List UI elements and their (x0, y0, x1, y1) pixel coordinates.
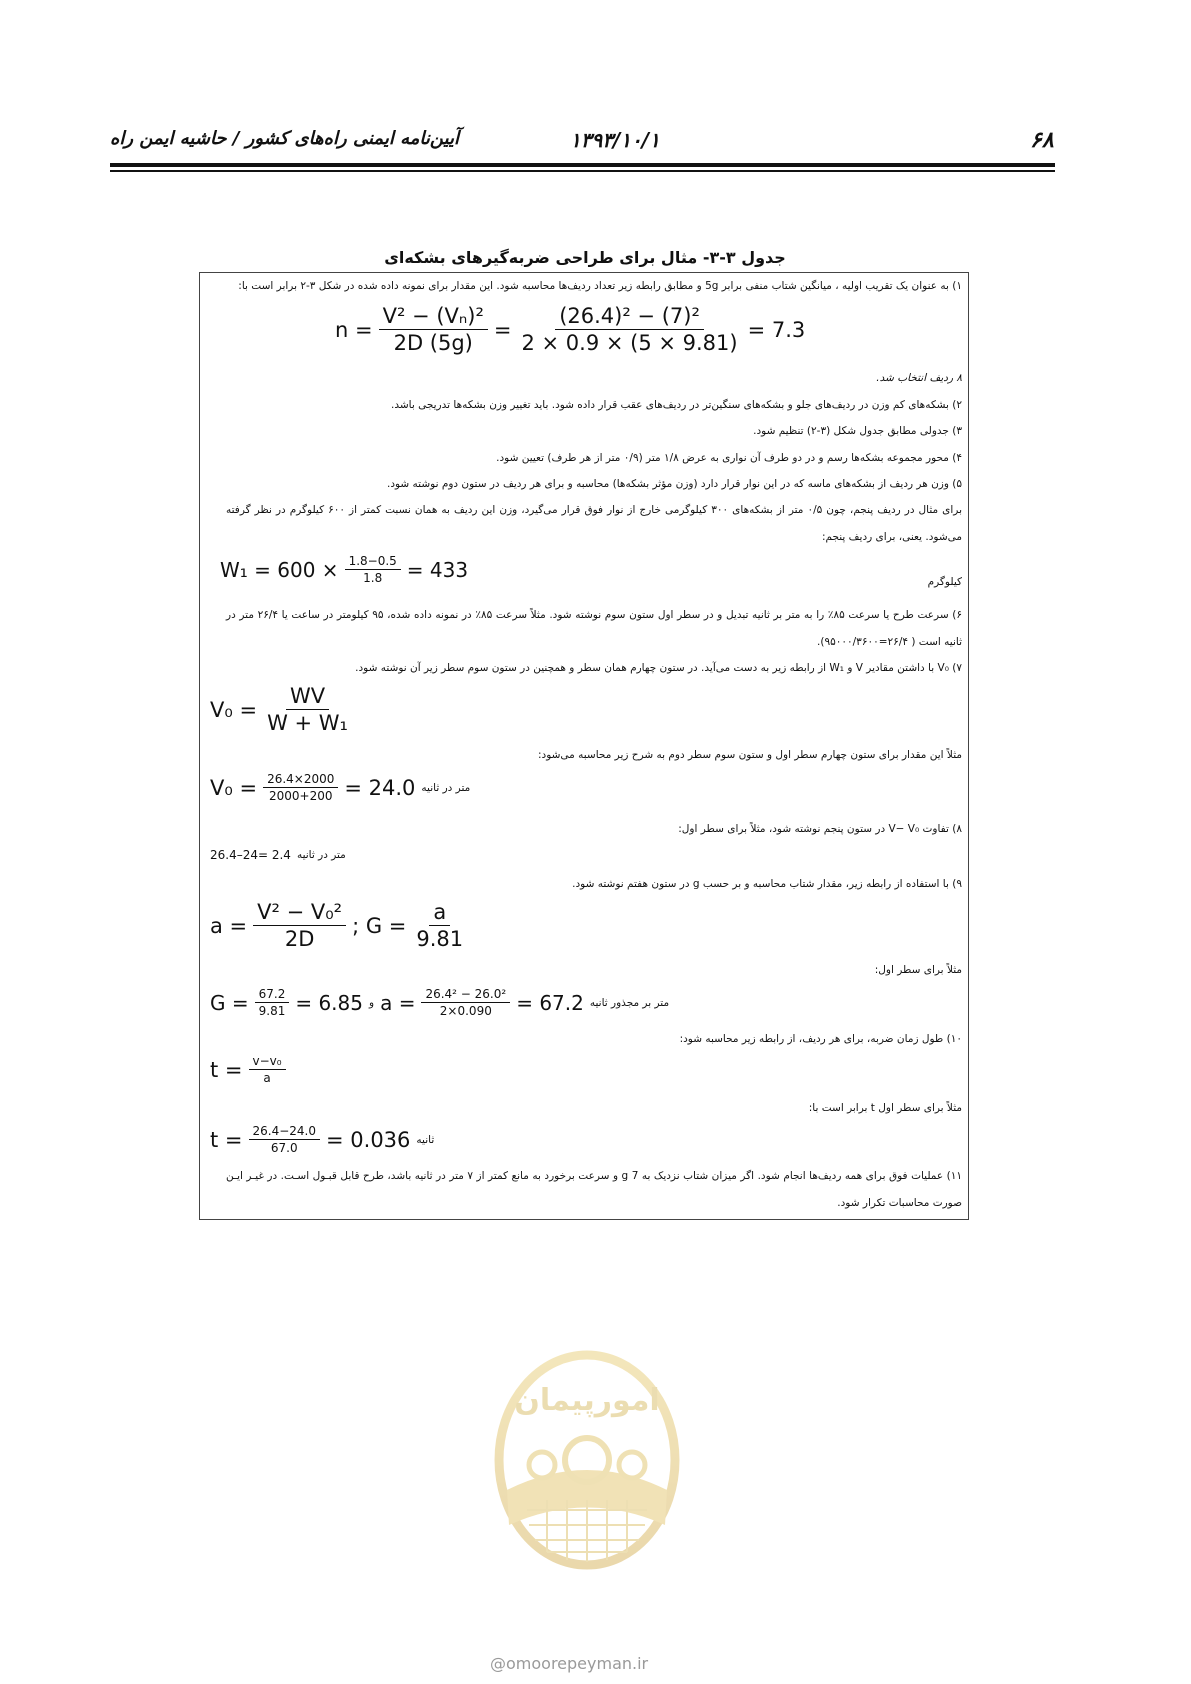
eq1-numerator-1: V² − (Vₙ)² (379, 304, 488, 330)
eq4-result: = 24.0 (344, 775, 416, 800)
eq5-fraction-2 (412, 900, 467, 951)
eq1-lhs: n = (335, 317, 373, 342)
eq3-lhs: V₀ = (210, 697, 258, 722)
step-3-text: ۳) جدولی مطابق جدول شکل (۳-۲) تنظیم شود. (753, 425, 962, 437)
step-6-line-2: ثانیه است ( ۲۶/۴=۹۵۰۰۰/۳۶۰۰). (817, 636, 962, 648)
eq5-denominator-2: 9.81 (416, 927, 464, 951)
eq8-fraction (249, 1124, 321, 1155)
eq6-numerator-2: 26.4² − 26.0² (421, 987, 510, 1003)
header-rule-thin (110, 170, 1055, 172)
watermark-logo (487, 1340, 687, 1570)
page-number: ۶۸ (1030, 128, 1054, 153)
eq6-fraction-2 (421, 987, 510, 1018)
example-5-line-1: برای مثال در ردیف پنجم، چون ۰/۵ متر از بشکه‌های ۳۰۰ کیلوگرمی خارج از نوار فوق قرار می‌گیرد، وزن این ردیف به همان نسبت کمتر از ۶۰۰ کیلوگرم در نظر گرفته (226, 504, 962, 516)
eq1-denominator-1: 2D (5g) (393, 331, 473, 355)
eq6-denominator-2: 2×0.090 (439, 1004, 492, 1018)
step-6-line-1: ۶) سرعت طرح یا سرعت ۸۵٪ را به متر بر ثانیه تبدیل و در سطر اول ستون سوم نوشته شود. مثلاً سرعت ۸۵٪ در نمونه داده شده، ۹۵ کیلومتر در ساعت یا ۲۶/۴ متر در (226, 609, 962, 621)
eq7-denominator: a (263, 1071, 271, 1085)
eq1-numerator-2: (26.4)² − (7)² (555, 304, 704, 330)
watermark-logo-text: امورپیمان (514, 1383, 660, 1418)
eq8-result: = 0.036 (326, 1127, 411, 1152)
eq7-lhs: t = (210, 1057, 243, 1082)
eq1-result: = 7.3 (747, 317, 806, 342)
eq5-separator: ; G = (352, 913, 407, 938)
eq5-numerator-2: a (429, 900, 450, 926)
header-title: آیین‌نامه ایمنی راه‌های کشور / حاشیه ایمن راه (110, 128, 460, 149)
eq4-unit: متر در ثانیه (421, 781, 471, 794)
difference-unit: متر در ثانیه (296, 849, 346, 861)
eq6-unit: متر بر مجذور ثانیه (589, 996, 670, 1009)
difference-expression: 26.4–24= 2.4 (210, 848, 291, 862)
eq8-lhs: t = (210, 1127, 243, 1152)
eq7-numerator: v−v₀ (249, 1054, 286, 1070)
watermark-url: @omoorepeyman.ir (490, 1654, 649, 1673)
step-2-text: ۲) بشکه‌های کم وزن در ردیف‌های جلو و بشکه‌های سنگین‌تر در ردیف‌های عقب قرار داده شود. باید تغییر وزن بشکه‌ها تدریجی باشد. (391, 399, 962, 411)
watermark-gear-right (619, 1452, 645, 1478)
eq3-fraction (263, 684, 352, 735)
eq2-fraction (345, 554, 401, 585)
equation-w1 (220, 554, 468, 585)
example-table-box (199, 272, 969, 1220)
equation-acceleration (210, 900, 473, 951)
eq6-numerator-1: 67.2 (255, 987, 290, 1003)
eq8-unit: ثانیه (416, 1133, 435, 1146)
example-7-text: مثلاً این مقدار برای ستون چهارم سطر اول و ستون سوم سطر دوم به شرح زیر محاسبه می‌شود: (537, 749, 962, 761)
eq5-lhs: a = (210, 913, 248, 938)
eq2-unit: کیلوگرم (927, 576, 962, 588)
equation-v0-example (210, 772, 476, 803)
eq8-denominator: 67.0 (270, 1141, 298, 1155)
eq6-and: و (369, 996, 375, 1009)
watermark-gear-left (529, 1452, 555, 1478)
eq1-denominator-2: 2 × 0.9 × (5 × 9.81) (521, 331, 738, 355)
eq4-numerator: 26.4×2000 (263, 772, 338, 788)
step-1-text: ۱) به عنوان یک تقریب اولیه ، میانگین شتاب منفی برابر 5g و مطابق رابطه زیر تعداد ردیف‌ها محاسبه شود. این مقدار برای نمونه داده شده در شکل ۳-۲ برابر است با: (238, 280, 962, 292)
eq4-denominator: 2000+200 (268, 789, 333, 803)
example-10-text: مثلاً برای سطر اول t برابر است با: (808, 1102, 962, 1114)
rows-selected-text: ۸ ردیف انتخاب شد. (876, 372, 962, 384)
eq6-lhs-2: a = (380, 990, 416, 1015)
eq1-fraction-2 (517, 304, 741, 355)
step-11-line-1: ۱۱) عملیات فوق برای همه ردیف‌ها انجام شود. اگر میزان شتاب نزدیک به 7 g و سرعت برخورد به مانع کمتر از ۷ متر در ثانیه باشد، طرح قابل قبـول اسـت. در غیـر ایـن (226, 1170, 963, 1182)
eq5-denominator-1: 2D (284, 927, 315, 951)
eq4-fraction (263, 772, 338, 803)
step-8-text: ۸) تفاوت V− V₀ در ستون پنجم نوشته شود، مثلاً برای سطر اول: (678, 823, 962, 835)
eq2-lhs: W₁ = 600 × (220, 557, 339, 582)
eq6-denominator-1: 9.81 (258, 1004, 286, 1018)
eq3-numerator: WV (286, 684, 329, 710)
step-10-text: ۱۰) طول زمان ضربه، برای هر ردیف، از رابطه زیر محاسبه شود: (679, 1033, 962, 1045)
eq6-fraction-1 (255, 987, 290, 1018)
eq8-numerator: 26.4−24.0 (249, 1124, 321, 1140)
eq6-lhs: G = (210, 990, 249, 1015)
header-rule-thick (110, 163, 1055, 167)
equation-t (210, 1054, 292, 1085)
equation-g-example (210, 987, 675, 1018)
table-caption: جدول ۳-۳- مثال برای طراحی ضربه‌گیرهای بشکه‌ای (384, 248, 786, 267)
eq2-denominator: 1.8 (363, 571, 383, 585)
equation-v0 (210, 684, 358, 735)
eq1-fraction-1 (379, 304, 488, 355)
equation-n (335, 304, 805, 355)
step-11-line-2: صورت محاسبات تکرار شود. (837, 1197, 962, 1209)
step-4-text: ۴) محور مجموعه بشکه‌ها رسم و در دو طرف آن نواری به عرض ۱/۸ متر (۰/۹ متر از هر طرف) تعیین شود. (496, 452, 962, 464)
eq2-numerator: 1.8−0.5 (345, 554, 401, 570)
step-5-text: ۵) وزن هر ردیف از بشکه‌های ماسه که در این نوار قرار دارد (وزن مؤثر بشکه‌ها) محاسبه و برای هر ردیف در ستون دوم نوشته شود. (386, 478, 962, 490)
equation-t-example (210, 1124, 440, 1155)
eq6-result: = 67.2 (516, 990, 584, 1015)
eq3-denominator: W + W₁ (267, 711, 348, 735)
header-date: ۱۳۹۳/۱۰/۱ (570, 128, 660, 152)
step-9-text: ۹) با استفاده از رابطه زیر، مقدار شتاب محاسبه و بر حسب g در ستون هفتم نوشته شود. (572, 878, 962, 890)
eq5-fraction-1 (253, 900, 346, 951)
example-5-line-2: می‌شود. یعنی، برای ردیف پنجم: (821, 531, 962, 543)
eq1-equals: = (493, 317, 512, 342)
step-7-text: ۷) V₀ با داشتن مقادیر V و W₁ از رابطه زیر به دست می‌آید. در ستون چهارم همان سطر و همچنین در ستون سوم سطر زیر آن نوشته شود. (355, 662, 962, 674)
eq5-numerator-1: V² − V₀² (253, 900, 346, 926)
eq7-fraction (249, 1054, 286, 1085)
difference-line (210, 848, 352, 862)
eq4-lhs: V₀ = (210, 775, 258, 800)
eq2-result: = 433 (406, 557, 469, 582)
example-9-text: مثلاً برای سطر اول: (874, 964, 962, 976)
eq6-mid: = 6.85 (295, 990, 363, 1015)
